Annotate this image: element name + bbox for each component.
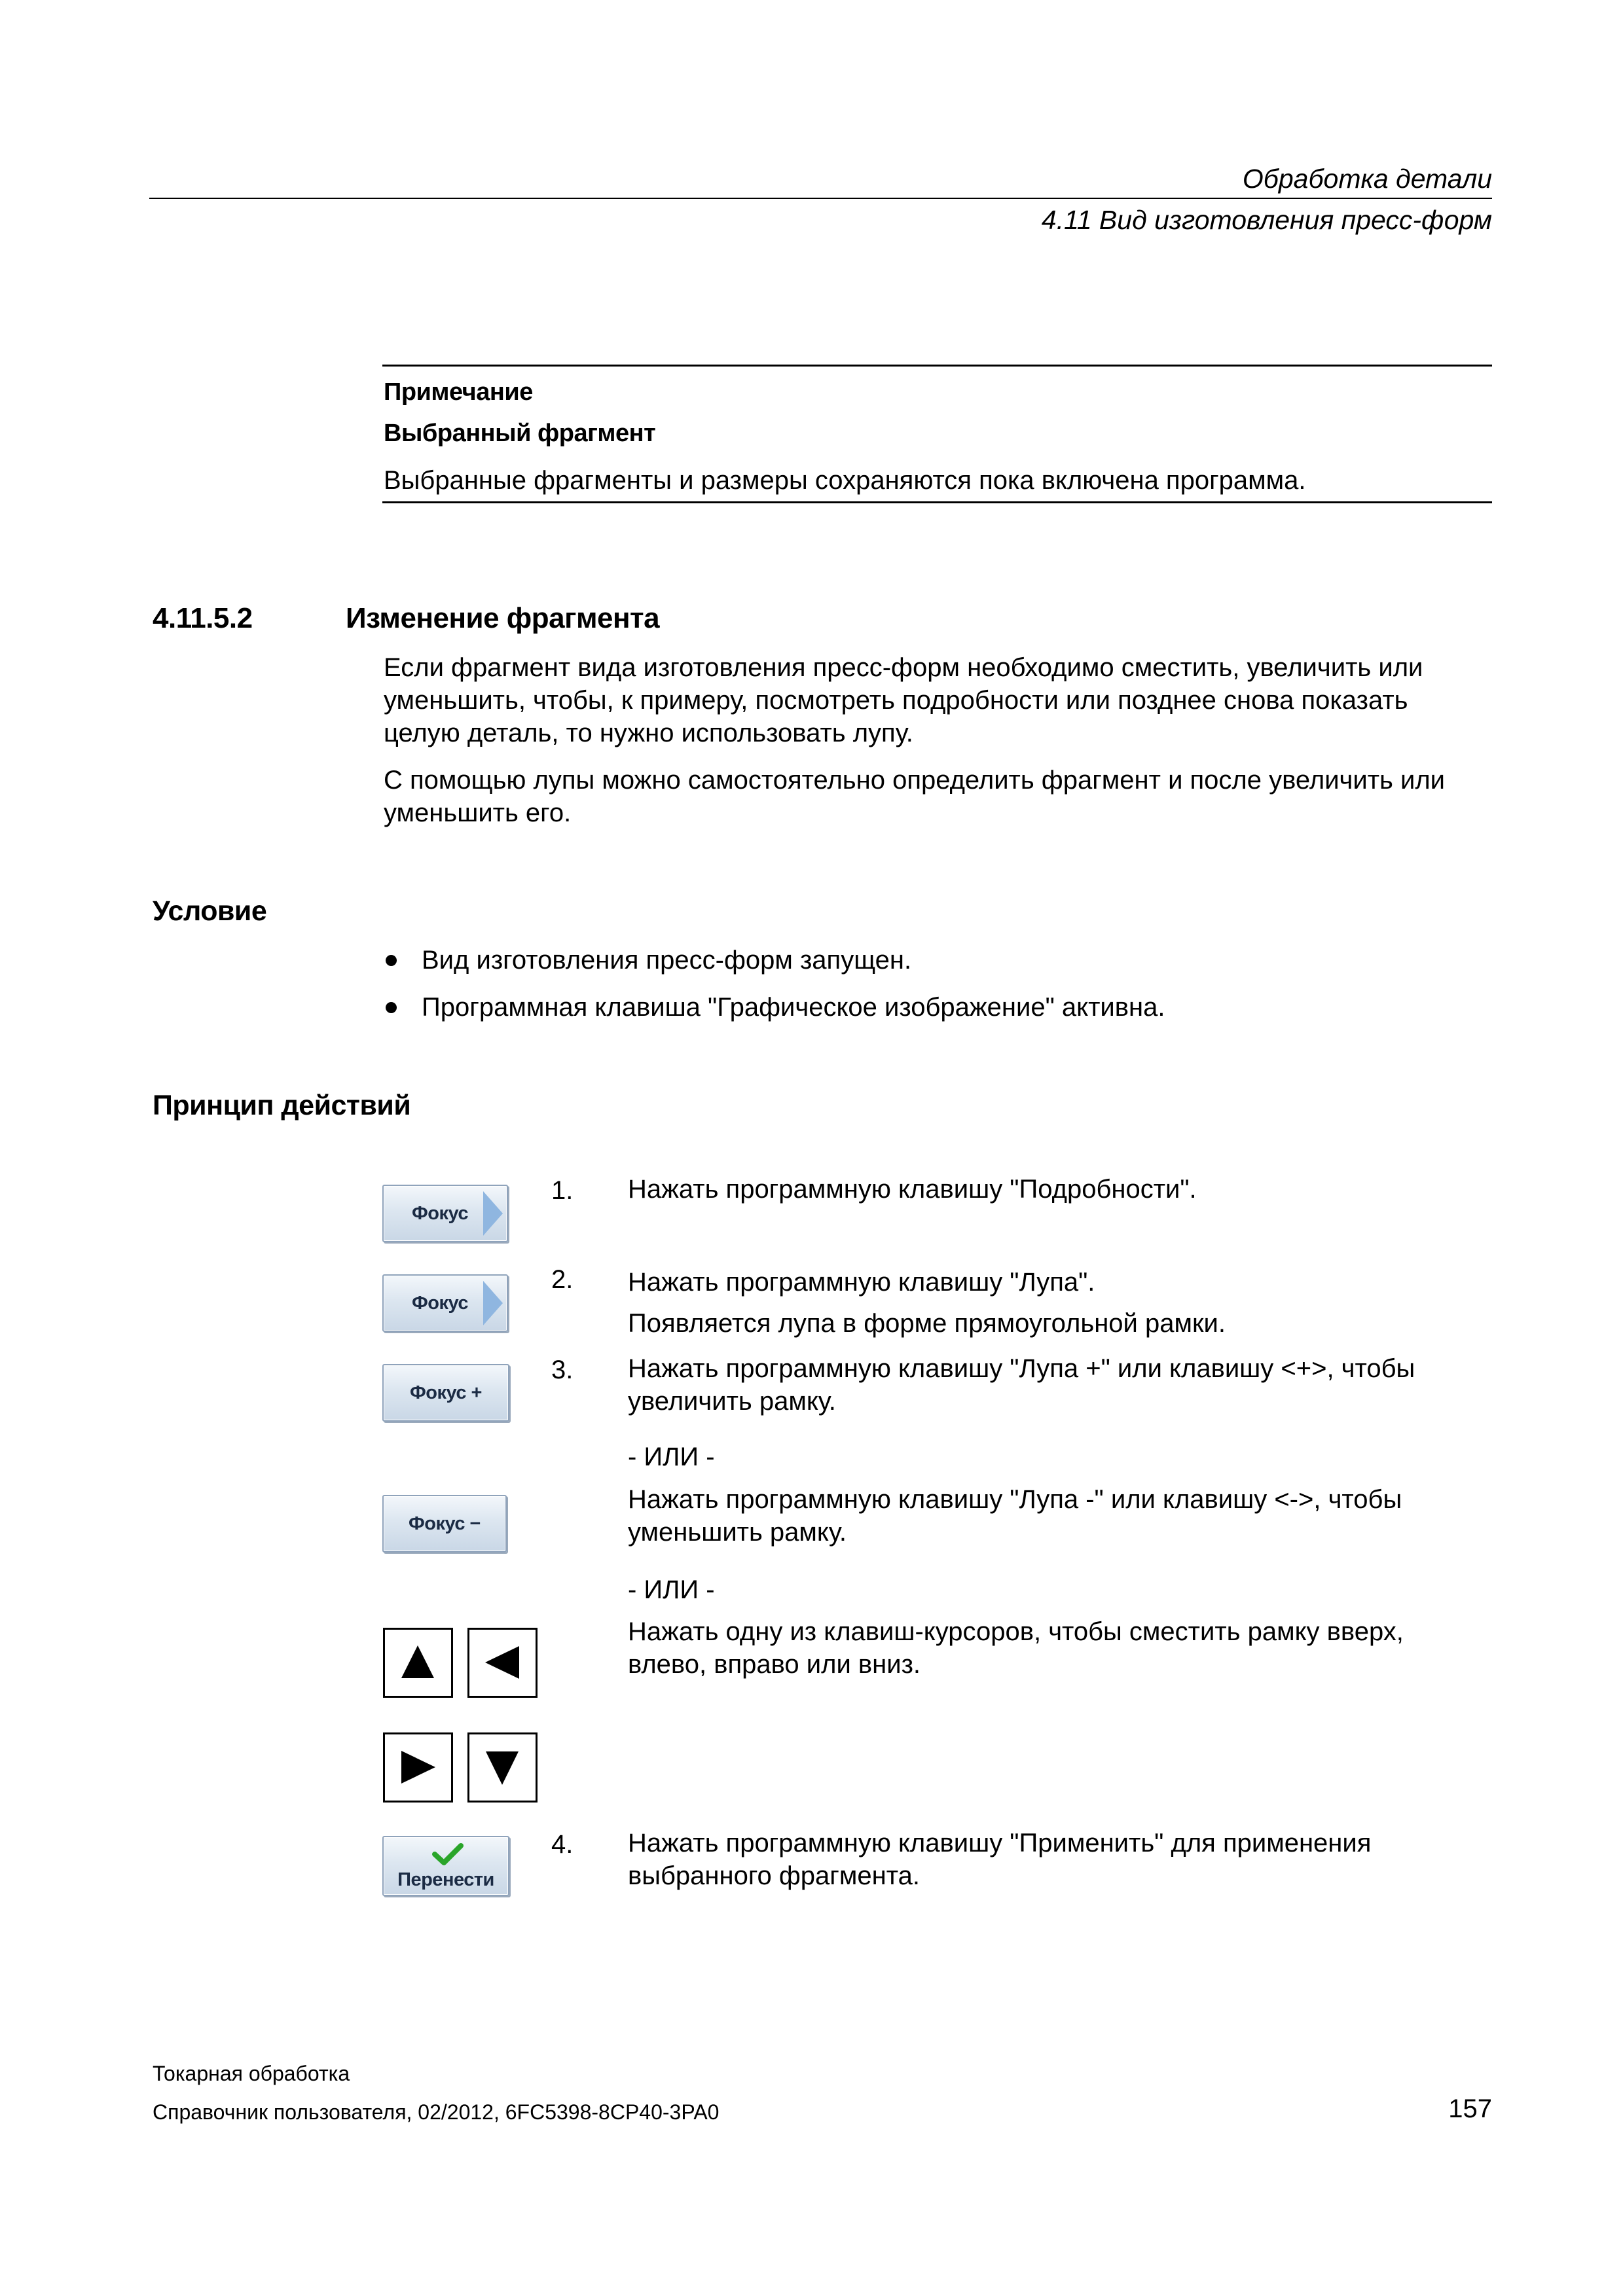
- softkey-focus-details: [382, 1185, 508, 1242]
- running-header-chapter: Обработка детали: [1242, 164, 1492, 194]
- bullet-icon: [386, 955, 397, 966]
- bullet-icon: [386, 1002, 397, 1013]
- softkey-label: Фокус: [411, 1292, 468, 1314]
- section-number: 4.11.5.2: [153, 602, 253, 634]
- or-separator: - ИЛИ -: [628, 1575, 715, 1604]
- note-title: Выбранный фрагмент: [384, 420, 656, 447]
- checkmark-icon: [431, 1841, 465, 1867]
- step-number: 3.: [551, 1355, 574, 1384]
- softkey-focus-magnifier: [382, 1274, 508, 1332]
- section-title: Изменение фрагмента: [346, 602, 660, 634]
- softkey-label: Перенести: [397, 1869, 494, 1890]
- softkey-focus-plus: [382, 1364, 509, 1422]
- softkey-arrow-icon: [483, 1191, 503, 1236]
- condition-bullet-1: Вид изготовления пресс-форм запущен.: [422, 946, 912, 975]
- section-paragraph-1: Если фрагмент вида изготовления пресс-форм необходимо сместить, увеличить или уменьшить, чтобы, к примеру, посмотреть подробности или позднее снова показать целую деталь, то нужно использовать лупу.: [384, 653, 1423, 747]
- cursor-key-down: [467, 1732, 538, 1803]
- arrow-right-icon: [385, 1734, 451, 1801]
- cursor-key-right: [383, 1732, 453, 1803]
- note-bottom-rule: [382, 501, 1492, 503]
- step-2-text: Нажать программную клавишу "Лупа". Появляется лупа в форме прямоугольной рамки.: [628, 1268, 1226, 1338]
- arrow-left-icon: [469, 1630, 536, 1696]
- step-3-alt-cursor-text: Нажать одну из клавиш-курсоров, чтобы сместить рамку вверх, влево, вправо или вниз.: [628, 1617, 1404, 1679]
- softkey-apply: [382, 1836, 509, 1896]
- page-number: 157: [1448, 2094, 1492, 2123]
- footer-document-info: Справочник пользователя, 02/2012, 6FC5398-8CP40-3PA0: [153, 2100, 720, 2124]
- note-top-rule: [382, 365, 1492, 367]
- softkey-label: Фокус −: [408, 1513, 481, 1534]
- or-separator: - ИЛИ -: [628, 1443, 715, 1471]
- section-paragraph-2: С помощью лупы можно самостоятельно определить фрагмент и после увеличить или уменьшить его.: [384, 766, 1446, 827]
- step-4-text: Нажать программную клавишу "Применить" для применения выбранного фрагмента.: [628, 1829, 1372, 1890]
- arrow-up-icon: [385, 1630, 451, 1696]
- cursor-key-up: [383, 1628, 453, 1698]
- running-header-section: 4.11 Вид изготовления пресс-форм: [1041, 205, 1492, 235]
- softkey-focus-minus: [382, 1495, 507, 1552]
- step-number: 2.: [551, 1265, 574, 1294]
- cursor-key-left: [467, 1628, 538, 1698]
- header-rule: [149, 198, 1492, 199]
- note-label: Примечание: [384, 378, 533, 406]
- condition-bullet-2: Программная клавиша "Графическое изображение" активна.: [422, 993, 1165, 1022]
- note-text: Выбранные фрагменты и размеры сохраняются пока включена программа.: [384, 466, 1306, 495]
- step-number: 4.: [551, 1830, 574, 1859]
- procedure-heading: Принцип действий: [153, 1090, 411, 1121]
- step-1-text: Нажать программную клавишу "Подробности".: [628, 1175, 1197, 1204]
- step-number: 1.: [551, 1176, 574, 1205]
- footer-title: Токарная обработка: [153, 2062, 350, 2085]
- arrow-down-icon: [469, 1734, 536, 1801]
- step-3-alt-minus-text: Нажать программную клавишу "Лупа -" или клавишу <->, чтобы уменьшить рамку.: [628, 1485, 1402, 1547]
- softkey-label: Фокус: [411, 1202, 468, 1224]
- step-3-text: Нажать программную клавишу "Лупа +" или клавишу <+>, чтобы увеличить рамку.: [628, 1354, 1415, 1416]
- softkey-label: Фокус +: [409, 1382, 482, 1403]
- condition-heading: Условие: [153, 895, 267, 927]
- softkey-arrow-icon: [483, 1281, 503, 1325]
